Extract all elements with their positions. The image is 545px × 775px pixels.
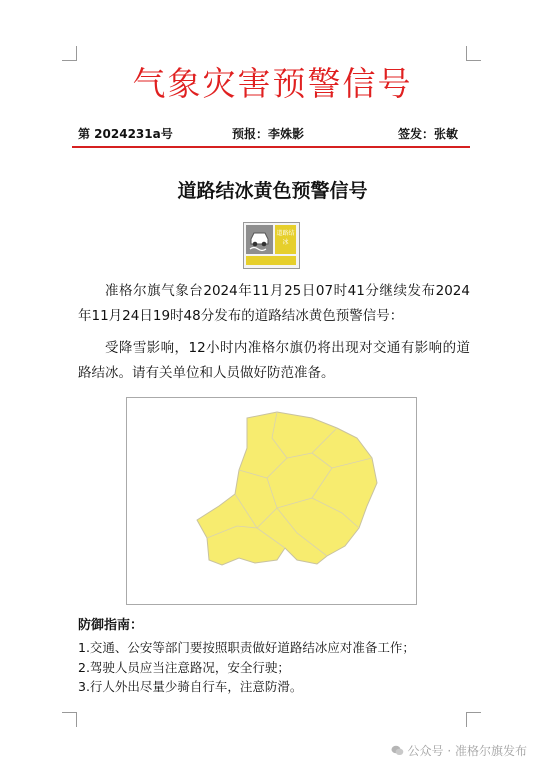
watermark-text: 公众号 · 准格尔旗发布	[407, 744, 527, 758]
guide-item: 1.交通、公安等部门要按照职责做好道路结冰应对准备工作；	[78, 640, 415, 655]
signer: 签发：张敏	[398, 127, 459, 141]
forecaster: 预报：李姝影	[232, 127, 305, 141]
watermark	[391, 742, 527, 759]
header-divider	[72, 146, 470, 148]
guide-item: 2.驾驶人员应当注意路况，安全行驶；	[78, 659, 290, 675]
icon-caption: 道路结冰	[275, 225, 296, 254]
car-skid-icon	[246, 225, 273, 254]
crop-mark-bottom-right	[466, 712, 481, 727]
issue-number: 第 2024231a号	[78, 127, 173, 141]
crop-mark-bottom-left	[62, 712, 77, 727]
warning-area-map	[126, 397, 417, 605]
impact-paragraph: 受降雪影响，12小时内准格尔旗仍将出现对交通有影响的道路结冰。请有关单位和人员做好防范准备。	[78, 340, 470, 381]
map-region-outline	[197, 412, 377, 565]
wechat-icon	[391, 745, 404, 756]
defense-guide-title: 防御指南：	[78, 618, 144, 633]
icon-yellow-band	[246, 256, 296, 265]
document-title: 气象灾害预警信号	[132, 64, 413, 103]
signal-headline: 道路结冰黄色预警信号	[177, 180, 368, 202]
road-icing-yellow-icon	[243, 222, 300, 269]
announcement-paragraph: 准格尔旗气象台2024年11月25日07时41分继续发布2024年11月24日19时48分发布的道路结冰黄色预警信号：	[78, 283, 470, 324]
defense-guide-list	[78, 638, 415, 697]
guide-item: 3.行人外出尽量少骑自行车，注意防滑。	[78, 679, 303, 694]
